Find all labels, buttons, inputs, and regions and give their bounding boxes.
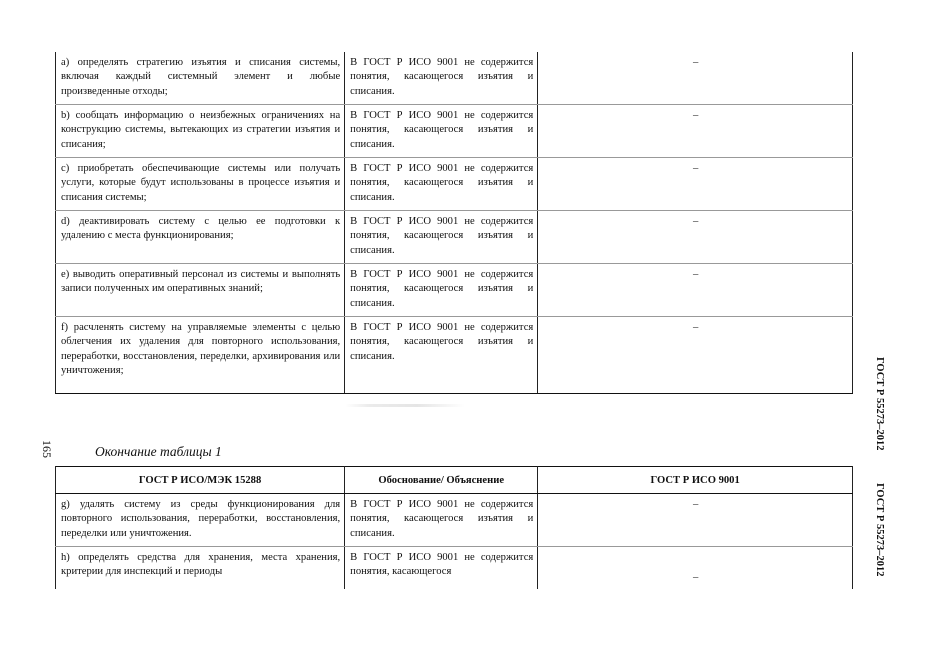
table-row bbox=[56, 264, 853, 317]
header-iso9001: ГОСТ Р ИСО 9001 bbox=[538, 467, 853, 494]
table-row bbox=[56, 494, 853, 547]
document-code-vertical: ГОСТ Р 55273–2012 bbox=[874, 483, 885, 577]
rationale-cell: В ГОСТ Р ИСО 9001 не содержится понятия, касающегося изъятия и списания. bbox=[345, 52, 538, 105]
iso9001-cell bbox=[538, 211, 853, 264]
page-number: 165 bbox=[40, 440, 54, 458]
iso15288-cell: g) удалять систему из среды функционирования для повторного использования, переработки, восстановления, переделки или уничтожения. bbox=[56, 494, 345, 547]
table-row bbox=[56, 52, 853, 105]
iso9001-cell bbox=[538, 52, 853, 105]
dash-value: – bbox=[692, 57, 699, 68]
iso9001-cell bbox=[538, 105, 853, 158]
iso9001-cell bbox=[538, 317, 853, 394]
iso15288-cell: b) сообщать информацию о неизбежных ограничениях на конструкцию системы, вытекающих из стратегии изъятия и списания; bbox=[56, 105, 345, 158]
table-header-row bbox=[56, 467, 853, 494]
scan-artifact bbox=[345, 404, 465, 407]
iso15288-cell: c) приобретать обеспечивающие системы или получать услуги, которые будут использованы в процессе изъятия и списания системы; bbox=[56, 158, 345, 211]
table-1-end bbox=[55, 466, 853, 589]
dash-value: – bbox=[692, 269, 699, 280]
table-row bbox=[56, 158, 853, 211]
document-code-vertical: ГОСТ Р 55273–2012 bbox=[874, 357, 885, 451]
rationale-cell: В ГОСТ Р ИСО 9001 не содержится понятия, касающегося изъятия и списания. bbox=[345, 158, 538, 211]
iso15288-cell: e) выводить оперативный персонал из системы и выполнять записи полученных им оперативных знаний; bbox=[56, 264, 345, 317]
dash-value: – bbox=[692, 110, 699, 121]
iso9001-cell bbox=[538, 494, 853, 547]
table-caption: Окончание таблицы 1 bbox=[95, 444, 222, 459]
dash-value: – bbox=[692, 322, 699, 333]
table-1-continuation bbox=[55, 52, 853, 394]
header-iso15288: ГОСТ Р ИСО/МЭК 15288 bbox=[56, 467, 345, 494]
iso9001-cell bbox=[538, 158, 853, 211]
rationale-cell: В ГОСТ Р ИСО 9001 не содержится понятия, касающегося изъятия и списания. bbox=[345, 494, 538, 547]
dash-value: – bbox=[692, 499, 699, 510]
header-rationale: Обоснование/ Объяснение bbox=[345, 467, 538, 494]
rationale-cell: В ГОСТ Р ИСО 9001 не содержится понятия, касающегося bbox=[345, 547, 538, 590]
rationale-cell: В ГОСТ Р ИСО 9001 не содержится понятия, касающегося изъятия и списания. bbox=[345, 317, 538, 394]
iso9001-cell bbox=[538, 264, 853, 317]
table-row bbox=[56, 547, 853, 590]
dash-value: – bbox=[692, 572, 699, 583]
iso15288-cell: h) определять средства для хранения, места хранения, критерии для инспекций и периоды bbox=[56, 547, 345, 590]
dash-value: – bbox=[692, 163, 699, 174]
table-row bbox=[56, 105, 853, 158]
iso9001-cell bbox=[538, 547, 853, 590]
rationale-cell: В ГОСТ Р ИСО 9001 не содержится понятия, касающегося изъятия и списания. bbox=[345, 105, 538, 158]
table-row bbox=[56, 211, 853, 264]
table-row bbox=[56, 317, 853, 394]
rationale-cell: В ГОСТ Р ИСО 9001 не содержится понятия, касающегося изъятия и списания. bbox=[345, 264, 538, 317]
dash-value: – bbox=[692, 216, 699, 227]
iso15288-cell: a) определять стратегию изъятия и списания системы, включая каждый системный элемент и любые произведенные отходы; bbox=[56, 52, 345, 105]
iso15288-cell: f) расчленять систему на управляемые элементы с целью облегчения их удаления для повторного использования, переработки, восстановления, переделки, архивирования или уничтожения; bbox=[56, 317, 345, 394]
iso15288-cell: d) деактивировать систему с целью ее подготовки к удалению с места функционирования; bbox=[56, 211, 345, 264]
rationale-cell: В ГОСТ Р ИСО 9001 не содержится понятия, касающегося изъятия и списания. bbox=[345, 211, 538, 264]
